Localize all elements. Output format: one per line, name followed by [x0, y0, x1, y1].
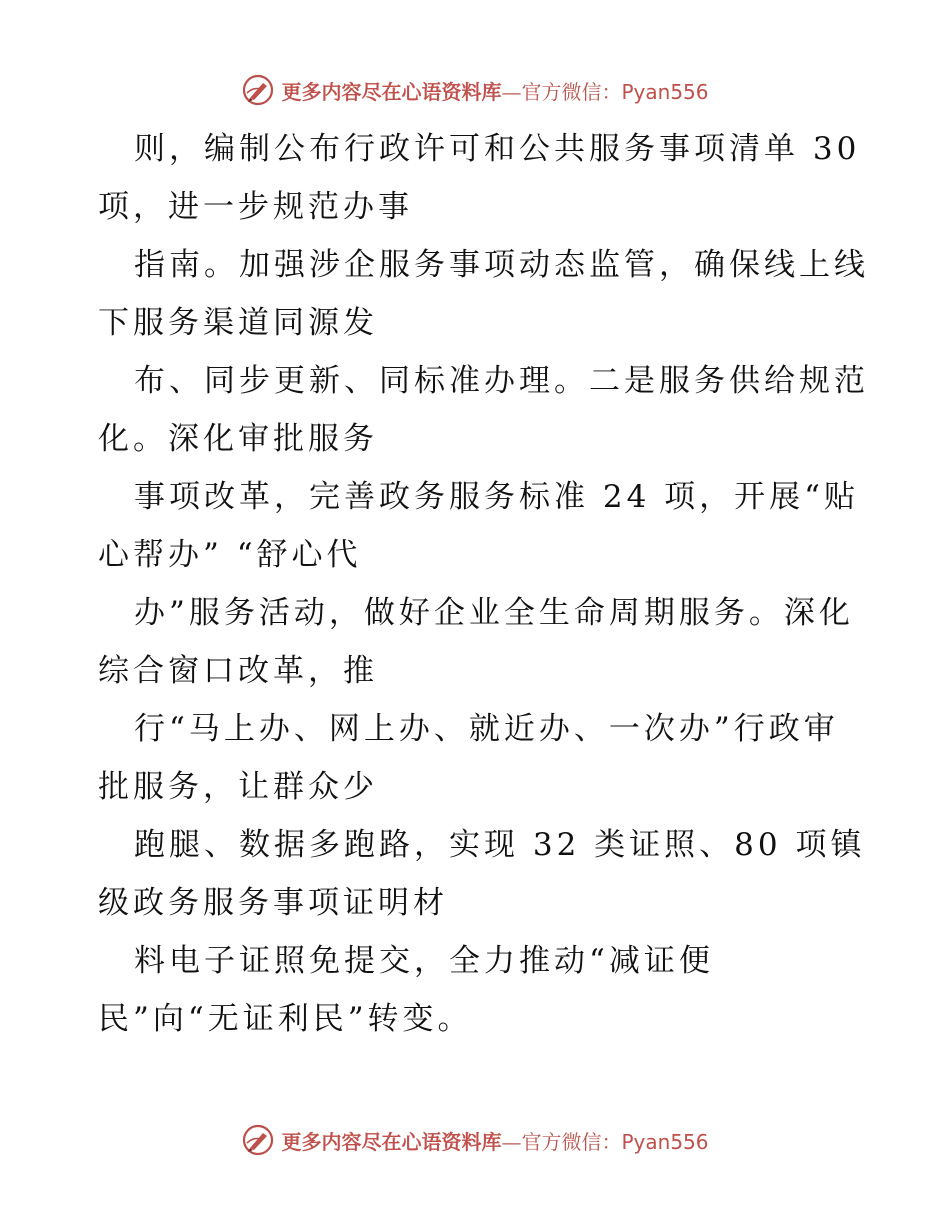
text-line: 下服务渠道同源发	[98, 305, 378, 341]
text-line: 化。深化审批服务	[98, 421, 378, 457]
document-body	[98, 120, 868, 1048]
watermark-text	[281, 76, 708, 105]
watermark	[241, 73, 708, 107]
watermark-text	[281, 1126, 708, 1155]
pen-logo-icon	[241, 1123, 275, 1157]
watermark-sub: —官方微信：	[501, 79, 622, 104]
text-line: 项，进一步规范办事	[98, 189, 413, 225]
watermark-id: Pyan556	[621, 1129, 709, 1154]
watermark	[241, 1123, 708, 1157]
pen-logo-icon	[241, 73, 275, 107]
watermark-main: 更多内容尽在心语资料库	[281, 79, 502, 104]
text-line: 则，编制公布行政许可和公共服务事项清单 30	[134, 131, 861, 167]
text-line: 布、同步更新、同标准办理。二是服务供给规范	[134, 363, 869, 399]
page-header-watermark	[0, 70, 950, 110]
watermark-id: Pyan556	[621, 79, 709, 104]
text-line: 办”服务活动，做好企业全生命周期服务。深化	[134, 595, 854, 631]
text-line: 指南。加强涉企服务事项动态监管，确保线上线	[134, 247, 869, 283]
text-line: 级政务服务事项证明材	[98, 885, 448, 921]
page-footer-watermark	[0, 1120, 950, 1160]
text-line: 料电子证照免提交，全力推动“减证便	[134, 943, 714, 979]
text-line: 综合窗口改革，推	[98, 653, 378, 689]
watermark-sub: —官方微信：	[501, 1129, 622, 1154]
text-line: 心帮办” “舒心代	[98, 537, 362, 573]
text-line: 行“马上办、网上办、就近办、一次办”行政审	[134, 711, 839, 747]
text-line: 事项改革，完善政务服务标准 24 项，开展“贴	[134, 479, 860, 515]
watermark-main: 更多内容尽在心语资料库	[281, 1129, 502, 1154]
text-line: 批服务，让群众少	[98, 769, 378, 805]
text-line: 民”向“无证利民”转变。	[98, 1001, 473, 1037]
text-line: 跑腿、数据多跑路，实现 32 类证照、80 项镇	[134, 827, 866, 863]
